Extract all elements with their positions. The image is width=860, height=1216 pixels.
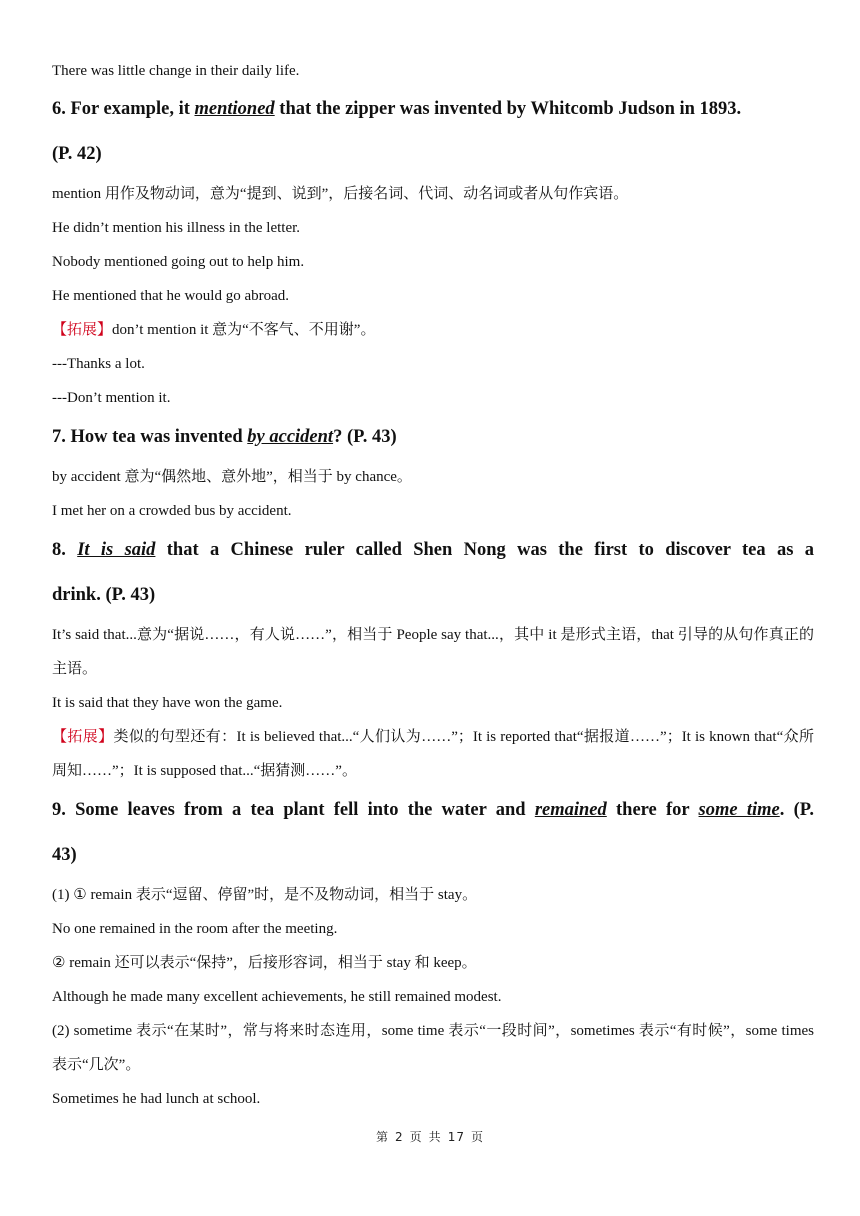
example-sentence: Sometimes he had lunch at school. xyxy=(52,1091,261,1107)
text-line: (1) ① remain 表示“逗留、停留”时，是不及物动词，相当于 stay。 xyxy=(52,887,478,903)
extension-line xyxy=(52,313,814,347)
example-sentence: He mentioned that he would go abroad. xyxy=(52,288,290,304)
highlight-word: It is said xyxy=(77,540,156,560)
example-sentence: I met her on a crowded bus by accident. xyxy=(52,503,292,519)
heading-text: . (P. xyxy=(779,800,814,820)
example-sentence: No one remained in the room after the meeting. xyxy=(52,921,338,937)
extension-paragraph xyxy=(52,720,814,788)
extension-label: 【拓展】 xyxy=(52,322,113,338)
heading-text: that the zipper was invented by Whitcomb Judson in 1893. xyxy=(274,99,742,119)
total-pages: 17 xyxy=(447,1130,465,1144)
text-paragraph: It’s said that...意为“据说……，有人说……”，相当于 People say that...，其中 it 是形式主语，that 引导的从句作真正的主语。 xyxy=(52,627,814,677)
footer-text: 页 xyxy=(470,1130,484,1144)
heading-text: 8. xyxy=(52,540,78,560)
heading-text: that a Chinese ruler called Shen Nong was the first to discover tea as a xyxy=(155,540,814,560)
extension-text: 类似的句型还有：It is believed that...“人们认为……”；It is reported that“据报道……”；It is known that“众所周知……”；It is supposed that...“据猜测……”。 xyxy=(52,729,814,779)
example-sentence: It is said that they have won the game. xyxy=(52,695,283,711)
heading-page-ref: drink. (P. 43) xyxy=(52,585,156,605)
page-number: 2 xyxy=(395,1130,404,1144)
dialogue-line: ---Thanks a lot. xyxy=(52,356,145,372)
heading-text: there for xyxy=(606,800,699,820)
highlight-word: by accident xyxy=(247,427,334,447)
heading-item-7 xyxy=(52,415,814,460)
text-line: There was little change in their daily life. xyxy=(52,63,300,79)
extension-text: don’t mention it 意为“不客气、不用谢”。 xyxy=(112,322,376,338)
heading-page-ref: (P. 42) xyxy=(52,144,102,164)
text-paragraph: (2) sometime 表示“在某时”，常与将来时态连用，some time 表示“一段时间”，sometimes 表示“有时候”，some times 表示“几次”。 xyxy=(52,1023,814,1073)
extension-label: 【拓展】 xyxy=(52,729,114,745)
heading-text: ? (P. 43) xyxy=(333,427,397,447)
document-page xyxy=(52,56,814,1116)
highlight-word: remained xyxy=(534,800,607,820)
text-line: by accident 意为“偶然地、意外地”，相当于 by chance。 xyxy=(52,469,412,485)
heading-item-8 xyxy=(52,528,814,573)
page-footer xyxy=(0,1128,860,1145)
text-line: mention 用作及物动词，意为“提到、说到”，后接名词、代词、动名词或者从句作宾语。 xyxy=(52,186,629,202)
dialogue-line: ---Don’t mention it. xyxy=(52,390,171,406)
heading-text: 9. Some leaves from a tea plant fell into the water and xyxy=(52,800,535,820)
heading-text: 6. For example, it xyxy=(52,99,195,119)
heading-item-6 xyxy=(52,87,814,132)
highlight-word: mentioned xyxy=(194,99,275,119)
heading-page-ref: 43) xyxy=(52,845,77,865)
text-line: ② remain 还可以表示“保持”，后接形容词，相当于 stay 和 keep。 xyxy=(52,955,477,971)
example-sentence: He didn’t mention his illness in the letter. xyxy=(52,220,301,236)
heading-item-9 xyxy=(52,788,814,833)
example-sentence: Nobody mentioned going out to help him. xyxy=(52,254,305,270)
footer-text: 第 xyxy=(376,1130,390,1144)
heading-text: 7. How tea was invented xyxy=(52,427,248,447)
footer-text: 共 xyxy=(428,1130,442,1144)
highlight-word: some time xyxy=(698,800,780,820)
example-sentence: Although he made many excellent achievements, he still remained modest. xyxy=(52,989,502,1005)
footer-text: 页 xyxy=(409,1130,423,1144)
